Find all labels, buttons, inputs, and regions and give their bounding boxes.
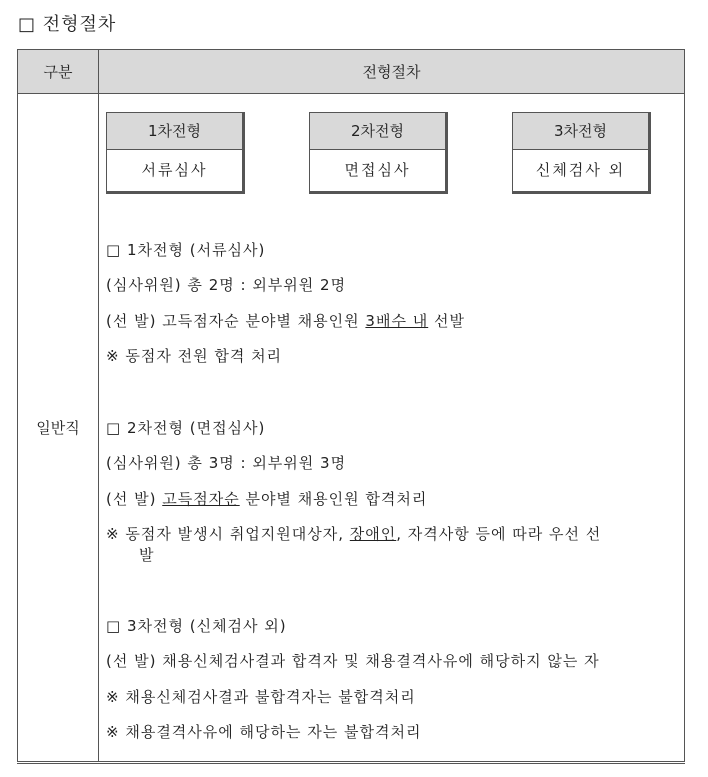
stage-content: 서류심사 xyxy=(107,150,242,191)
stage-title: 2차전형 xyxy=(310,113,445,150)
procedure-table xyxy=(17,49,685,764)
header-category: 구분 xyxy=(18,50,99,94)
stage-title: 3차전형 xyxy=(513,113,648,150)
stage2-selection xyxy=(106,488,676,510)
stage1-selection xyxy=(106,310,676,332)
stage-box-1 xyxy=(106,112,245,194)
stage1-heading: □ 1차전형 (서류심사) xyxy=(106,241,266,259)
text: (선 발) xyxy=(106,490,163,508)
text: 선발 xyxy=(428,312,465,330)
stage3-note1: ※ 채용신체검사결과 불합격자는 불합격처리 xyxy=(106,688,416,706)
text: 분야별 채용인원 합격처리 xyxy=(239,490,428,508)
stage-box-2 xyxy=(309,112,448,194)
stage2-committee: (심사위원) 총 3명 : 외부위원 3명 xyxy=(106,454,347,472)
stage2-note xyxy=(106,523,676,545)
stage3-heading: □ 3차전형 (신체검사 외) xyxy=(106,617,287,635)
text: ※ 동점자 발생시 취업지원대상자, xyxy=(106,525,350,543)
underlined-text: 장애인 xyxy=(349,525,397,543)
stage-box-3 xyxy=(512,112,651,194)
header-procedure: 전형절차 xyxy=(99,50,685,94)
text: (선 발) 고득점자순 분야별 채용인원 xyxy=(106,312,366,330)
stage3-note2: ※ 채용결격사유에 해당하는 자는 불합격처리 xyxy=(106,723,422,741)
underlined-text: 고득점자순 xyxy=(162,490,240,508)
row-label-general: 일반직 xyxy=(18,94,99,763)
section-title: □ 전형절차 xyxy=(18,14,117,35)
text: , 자격사항 등에 따라 우선 선 xyxy=(396,525,602,543)
stage-content: 신체검사 외 xyxy=(513,150,648,191)
stage3-selection: (선 발) 채용신체검사결과 합격자 및 채용결격사유에 해당하지 않는 자 xyxy=(106,652,600,670)
procedure-cell xyxy=(99,94,685,763)
stage2-heading: □ 2차전형 (면접심사) xyxy=(106,419,266,437)
stage2-note-cont: 발 xyxy=(139,546,155,564)
stage1-note: ※ 동점자 전원 합격 처리 xyxy=(106,347,283,365)
underlined-text: 3배수 내 xyxy=(365,312,429,330)
stage-content: 면접심사 xyxy=(310,150,445,191)
stage1-committee: (심사위원) 총 2명 : 외부위원 2명 xyxy=(106,276,347,294)
stage-title: 1차전형 xyxy=(107,113,242,150)
